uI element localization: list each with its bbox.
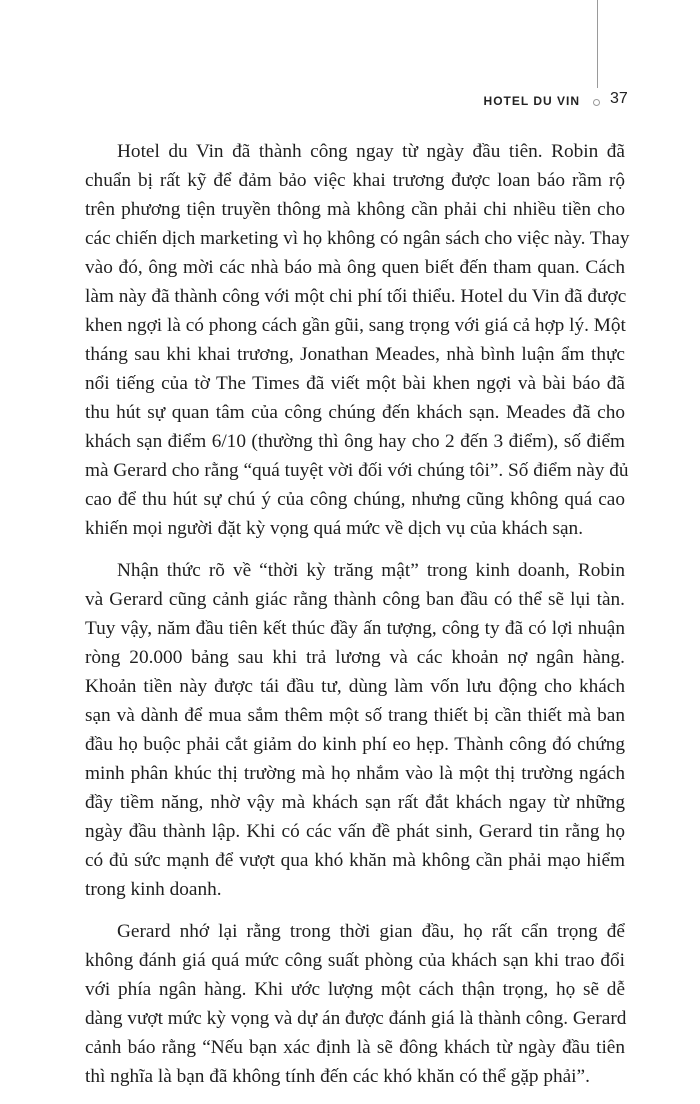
text-line: Nhận thức rõ về “thời kỳ trăng mật” trong kinh doanh, Robin (117, 560, 625, 581)
text-line: nổi tiếng của tờ The Times đã viết một bài khen ngợi và bài báo đã (85, 373, 625, 394)
margin-rule (597, 0, 598, 88)
text-line: thu hút sự quan tâm của công chúng đến khách sạn. Meades đã cho (85, 402, 625, 423)
paragraph (85, 137, 630, 543)
text-line: với phía ngân hàng. Khi ước lượng một cách thận trọng, họ sẽ dễ (85, 979, 625, 1000)
text-line: ngày đầu thành lập. Khi có các vấn đề phát sinh, Gerard tin rằng họ (85, 821, 625, 842)
text-line: khách sạn điểm 6/10 (thường thì ông hay cho 2 đến 3 điểm), số điểm (85, 431, 625, 452)
page-number: 37 (610, 90, 628, 107)
text-line: ròng 20.000 bảng sau khi trả lương và các khoản nợ ngân hàng. (85, 647, 625, 668)
text-line: đầu họ buộc phải cắt giảm do kinh phí eo hẹp. Thành công đó chứng (85, 734, 625, 755)
text-line: khiến mọi người đặt kỳ vọng quá mức về dịch vụ của khách sạn. (85, 518, 584, 539)
text-line: trên phương tiện truyền thông mà không cần phải chi nhiều tiền cho (85, 199, 625, 220)
text-line: đầy tiềm năng, nhờ vậy mà khách sạn rất đắt khách ngay từ những (85, 792, 625, 813)
text-line: khen ngợi là có phong cách gần gũi, sang trọng với giá cả hợp lý. Một (85, 315, 626, 336)
text-line: cảnh báo rằng “Nếu bạn xác định là sẽ đông khách từ ngày đầu tiên (85, 1037, 625, 1058)
text-line: vào đó, ông mời các nhà báo mà ông quen biết đến tham quan. Cách (85, 257, 625, 278)
text-line: sạn và dành để mua sắm thêm một số trang thiết bị cần thiết mà ban (85, 705, 625, 726)
text-line: Tuy vậy, năm đầu tiên kết thúc đầy ấn tượng, công ty đã có lợi nhuận (85, 618, 625, 639)
text-line: tháng sau khi khai trương, Jonathan Meades, nhà bình luận ẩm thực (85, 344, 625, 365)
text-line: trong kinh doanh. (85, 879, 222, 900)
text-line: thì nghĩa là bạn đã không tính đến các khó khăn có thể gặp phải”. (85, 1066, 590, 1087)
header-ornament-dot (593, 99, 600, 106)
running-title: HOTEL DU VIN (483, 94, 580, 108)
text-line: Gerard nhớ lại rằng trong thời gian đầu, họ rất cẩn trọng để (117, 921, 625, 942)
text-line: các chiến dịch marketing vì họ không có ngân sách cho việc này. Thay (85, 228, 630, 249)
text-line: có đủ sức mạnh để vượt qua khó khăn mà không cần phải mạo hiểm (85, 850, 625, 871)
text-line: Khoản tiền này được tái đầu tư, dùng làm vốn lưu động cho khách (85, 676, 625, 697)
text-line: Hotel du Vin đã thành công ngay từ ngày đầu tiên. Robin đã (117, 141, 625, 162)
text-line: không đánh giá quá mức công suất phòng của khách sạn khi trao đổi (85, 950, 625, 971)
body-text (85, 137, 630, 1104)
text-line: chuẩn bị rất kỹ để đảm bảo việc khai trương được loan báo rầm rộ (85, 170, 625, 191)
text-line: minh phân khúc thị trường mà họ nhắm vào là một thị trường ngách (85, 763, 625, 784)
text-line: làm này đã thành công với một chi phí tối thiểu. Hotel du Vin đã được (85, 286, 627, 307)
text-line: dàng vượt mức kỳ vọng và dự án được đánh giá là thành công. Gerard (85, 1008, 627, 1029)
text-line: mà Gerard cho rằng “quá tuyệt vời đối với chúng tôi”. Số điểm này đủ (85, 460, 629, 481)
paragraph (85, 917, 625, 1091)
paragraph (85, 556, 625, 904)
text-line: và Gerard cũng cảnh giác rằng thành công ban đầu có thể sẽ lụi tàn. (85, 589, 625, 610)
text-line: cao để thu hút sự chú ý của công chúng, nhưng cũng không quá cao (85, 489, 625, 510)
